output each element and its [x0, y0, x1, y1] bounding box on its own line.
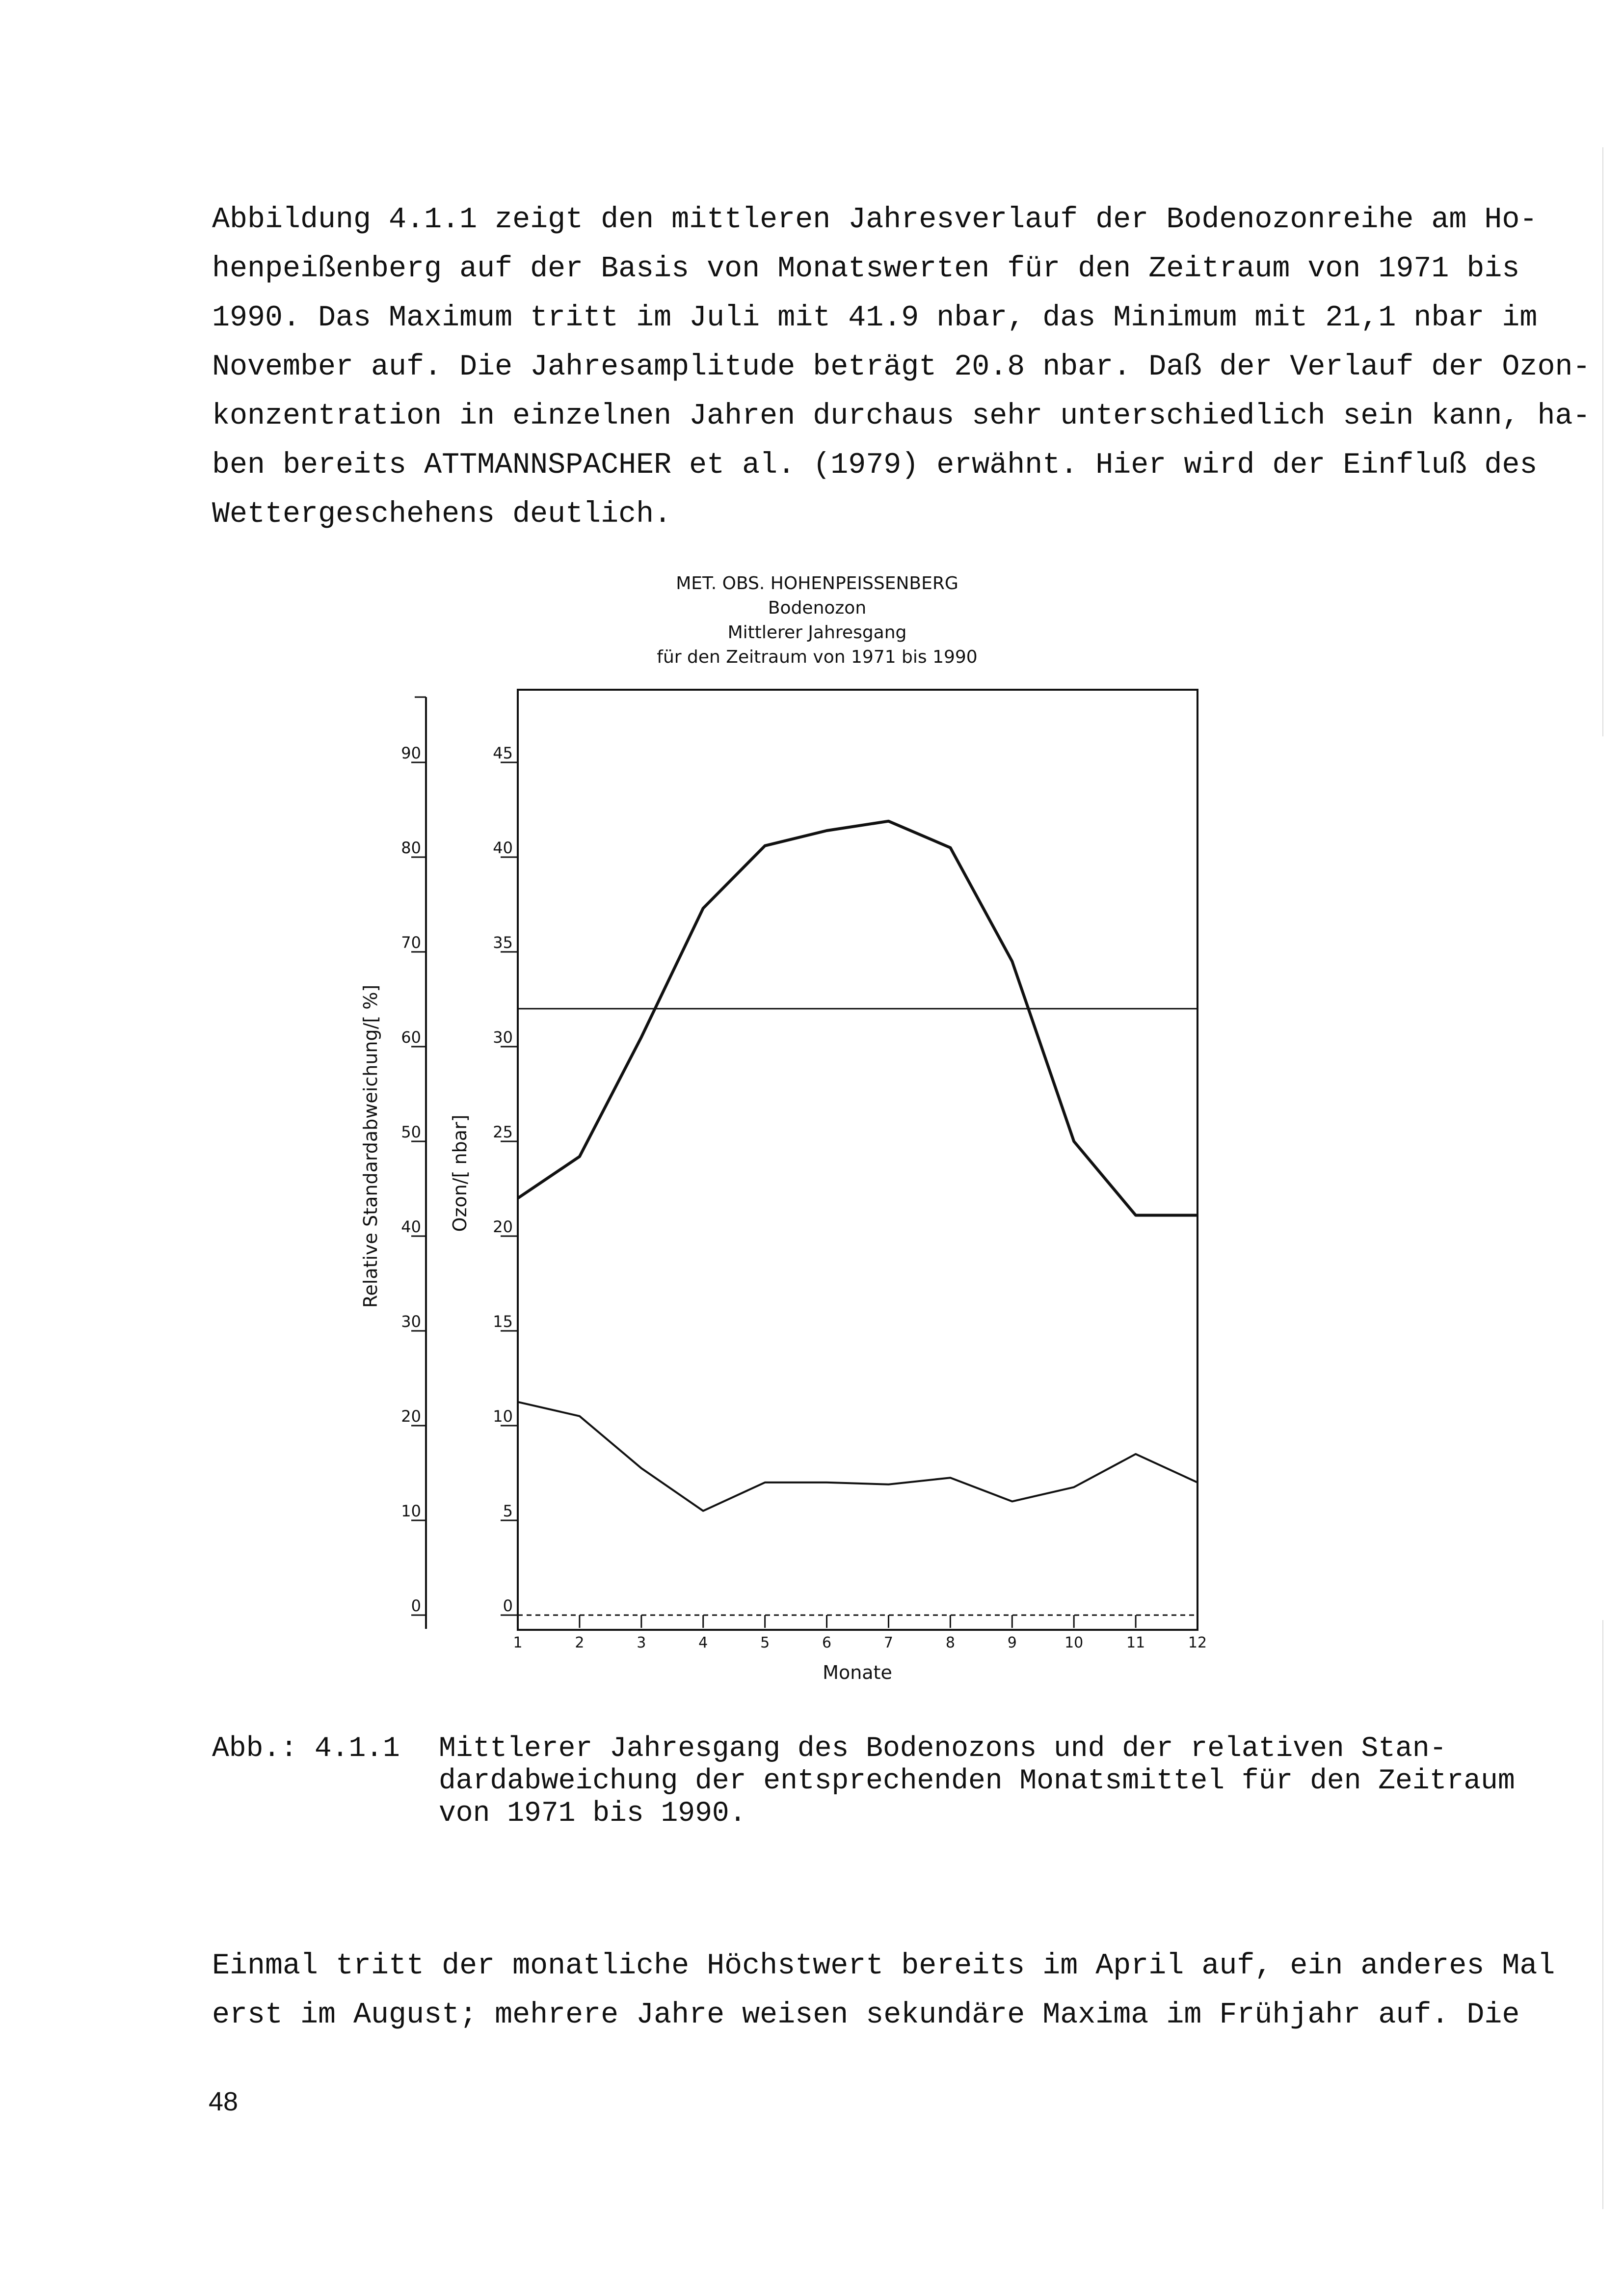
month-tick-label: 9 — [1007, 1634, 1017, 1651]
paragraph-line: erst im August; mehrere Jahre weisen sekundäre Maxima im Frühjahr auf. Die — [212, 1999, 1520, 2032]
ozone-tick-label: 20 — [493, 1217, 513, 1236]
month-tick-label: 11 — [1126, 1634, 1145, 1651]
paragraph-line: Wettergeschehens deutlich. — [212, 498, 672, 531]
paragraph-line: November auf. Die Jahresamplitude beträgt 20.8 nbar. Daß der Verlauf der Ozon- — [212, 351, 1591, 384]
month-tick-label: 7 — [883, 1634, 894, 1651]
month-tick-label: 8 — [945, 1634, 955, 1651]
month-tick-label: 5 — [760, 1634, 770, 1651]
chart-title — [657, 573, 977, 667]
month-tick-label: 2 — [575, 1634, 585, 1651]
month-tick-label: 6 — [822, 1634, 832, 1651]
stddev-tick-label: 40 — [401, 1217, 421, 1236]
stddev-axis-ticks — [401, 744, 426, 1615]
figure-caption-label: Abb.: 4.1.1 — [212, 1733, 400, 1765]
stddev-tick-label: 70 — [401, 933, 421, 952]
ozone-tick-label: 30 — [493, 1028, 513, 1047]
stddev-tick-label: 50 — [401, 1123, 421, 1141]
chart-title-line: für den Zeitraum von 1971 bis 1990 — [657, 647, 978, 667]
month-tick-label: 1 — [513, 1634, 523, 1651]
paragraph-line: 1990. Das Maximum tritt im Juli mit 41.9 nbar, das Minimum mit 21,1 nbar im — [212, 301, 1538, 335]
ozone-axis-label: Ozon/[ nbar] — [449, 1114, 471, 1232]
month-tick-label: 12 — [1188, 1634, 1207, 1651]
caption-line: Mittlerer Jahresgang des Bodenozons und der relativen Stan- — [439, 1733, 1447, 1765]
figure-caption-text — [439, 1733, 1515, 1830]
stddev-tick-label: 90 — [401, 744, 421, 762]
ozone-tick-label: 40 — [493, 838, 513, 857]
page-number: 48 — [209, 2087, 239, 2116]
stddev-tick-label: 30 — [401, 1312, 421, 1331]
ozone-tick-label: 35 — [493, 933, 513, 952]
ozone-tick-label: 5 — [503, 1502, 513, 1520]
month-tick-label: 10 — [1064, 1634, 1084, 1651]
ozone-tick-label: 45 — [493, 744, 513, 762]
ozone-axis-ticks — [493, 744, 518, 1615]
ozone-tick-label: 25 — [493, 1123, 513, 1141]
chart-title-line: Bodenozon — [768, 598, 867, 618]
month-tick-label: 3 — [637, 1634, 646, 1651]
chart-title-line: Mittlerer Jahresgang — [727, 622, 907, 643]
stddev-series-line — [518, 1402, 1197, 1511]
stddev-tick-label: 80 — [401, 838, 421, 857]
series-layer — [518, 821, 1197, 1511]
plot-frame — [518, 690, 1197, 1630]
paragraph-line: konzentration in einzelnen Jahren durchaus sehr unterschiedlich sein kann, ha- — [212, 400, 1591, 433]
stddev-axis-label: Relative Standardabweichung/[ %] — [360, 984, 381, 1308]
caption-line: von 1971 bis 1990. — [439, 1798, 746, 1830]
paragraph-line: ben bereits ATTMANNSPACHER et al. (1979) erwähnt. Hier wird der Einfluß des — [212, 449, 1538, 482]
paragraph-line: henpeißenberg auf der Basis von Monatswerten für den Zeitraum von 1971 bis — [212, 252, 1520, 286]
ozone-tick-label: 15 — [493, 1312, 513, 1331]
ozone-tick-label: 10 — [493, 1407, 513, 1426]
caption-line: dardabweichung der entsprechenden Monatsmittel für den Zeitraum — [439, 1765, 1515, 1797]
month-tick-label: 4 — [698, 1634, 708, 1651]
stddev-tick-label: 10 — [401, 1502, 421, 1520]
stddev-tick-label: 0 — [411, 1596, 421, 1615]
stddev-tick-label: 60 — [401, 1028, 421, 1047]
ozone-tick-label: 0 — [503, 1596, 513, 1615]
paragraph-line: Einmal tritt der monatliche Höchstwert bereits im April auf, ein anderes Mal — [212, 1949, 1555, 1983]
month-axis-ticks — [513, 1615, 1207, 1651]
month-axis-label: Monate — [823, 1662, 892, 1683]
continuation-paragraph — [212, 1942, 1555, 2040]
paragraph-line: Abbildung 4.1.1 zeigt den mittleren Jahresverlauf der Bodenozonreihe am Ho- — [212, 203, 1538, 237]
ozone-mean-series-line — [518, 821, 1197, 1216]
stddev-tick-label: 20 — [401, 1407, 421, 1426]
chart-title-line: MET. OBS. HOHENPEISSENBERG — [676, 573, 958, 594]
